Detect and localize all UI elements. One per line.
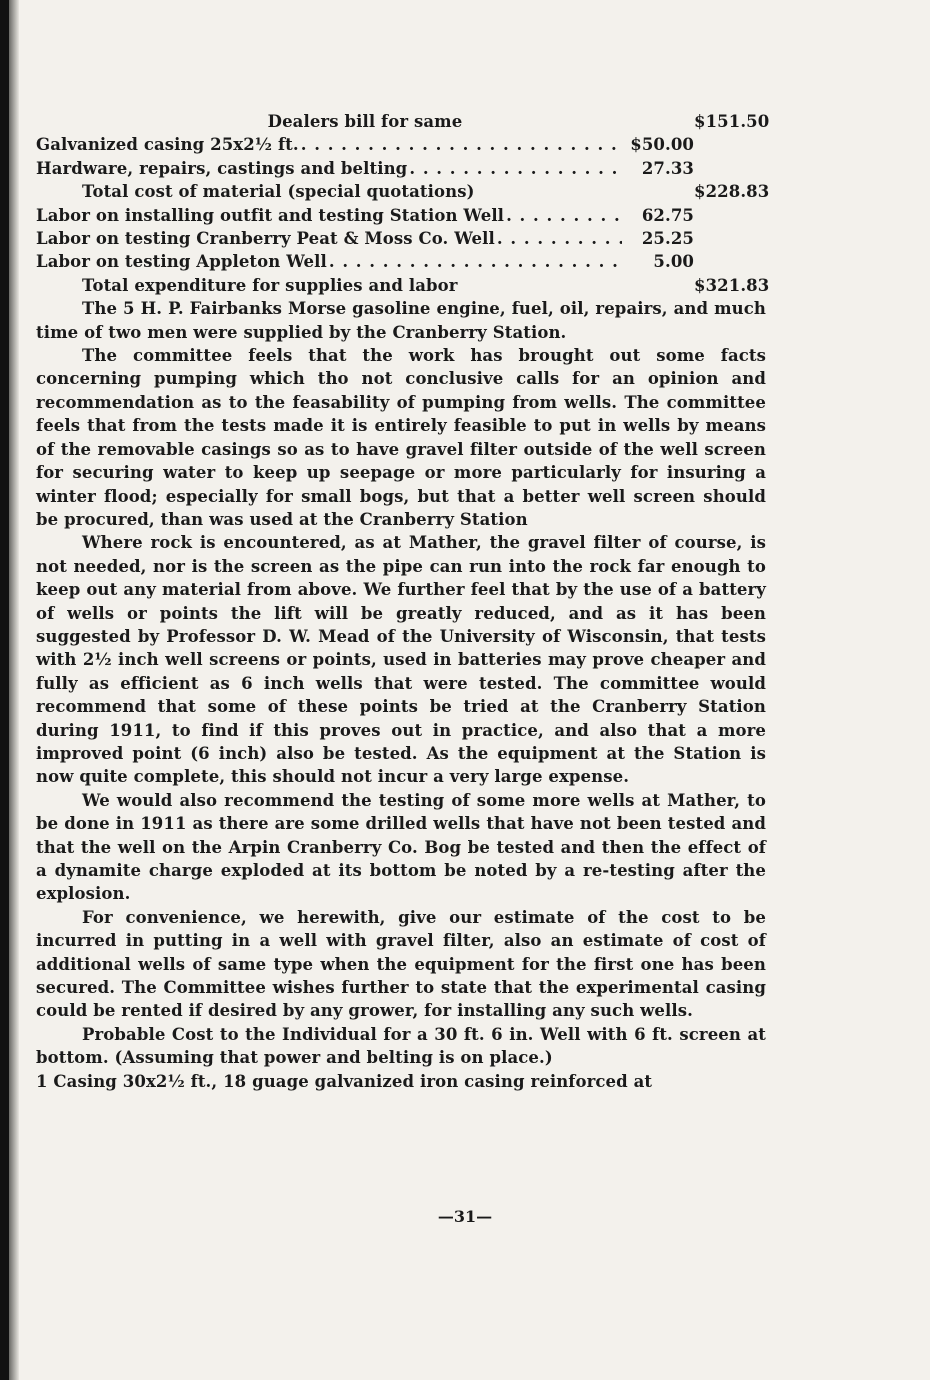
labor-appleton-label: Labor on testing Appleton Well bbox=[36, 252, 327, 272]
labor-appleton-row bbox=[36, 250, 766, 273]
labor-station-amount: 62.75 bbox=[641, 205, 694, 225]
leader-dots bbox=[299, 133, 622, 156]
leader-dots bbox=[495, 227, 622, 250]
leader-dots bbox=[327, 250, 622, 273]
paragraph-recommend-mather: We would also recommend the testing of some more wells at Mather, to be done in 1911 as there are some drilled wells that have not been tested and that the well on the Arpin Cranberry Co. Bog be tested and then the effect of a dynamite charge exploded at its bottom be noted by a re-testing after the explosion. bbox=[36, 790, 766, 904]
material-total-row bbox=[36, 180, 770, 203]
book-spine-shadow bbox=[0, 0, 9, 1380]
gutter-shade bbox=[9, 0, 19, 1380]
leader-dots bbox=[504, 204, 622, 227]
casing-amount: $50.00 bbox=[630, 135, 694, 155]
paragraph-convenience: For convenience, we herewith, give our estimate of the cost to be incurred in putting in a well with gravel filter, also an estimate of cost of additional wells of same type when the equipment for the first one has been secured. The Committee wishes further to state that the experimental casing could be rented if desired by any grower, for installing any such wells. bbox=[36, 907, 766, 1021]
expenditure-total-row bbox=[36, 274, 770, 297]
paragraph-probable-cost: Probable Cost to the Individual for a 30 ft. 6 in. Well with 6 ft. screen at bottom. (Assuming that power and belting is on place.) bbox=[36, 1024, 766, 1068]
paragraph-engine: The 5 H. P. Fairbanks Morse gasoline engine, fuel, oil, repairs, and much time of two men were supplied by the Cranberry Station. bbox=[36, 299, 766, 342]
hardware-amount: 27.33 bbox=[641, 158, 694, 178]
casing-row bbox=[36, 133, 766, 156]
expenditure-total-label: Total expenditure for supplies and labor bbox=[82, 275, 458, 295]
paragraph-committee-feels: The committee feels that the work has brought out some facts concerning pumping which tho not conclusive calls for an opinion and recommendation as to the feasability of pumping from wells. The committee feels that from the tests made it is entirely feasible to put in wells by means of the removable casings so as to have gravel filter outside of the well screen for securing water to keep up seepage or more particularly for insuring a winter flood; especially for small bogs, but that a better well screen should be procured, than was used at the Cranberry Station bbox=[36, 346, 766, 529]
dealers-bill-label: Dealers bill for same bbox=[267, 112, 463, 131]
labor-station-label: Labor on installing outfit and testing Station Well bbox=[36, 205, 505, 225]
labor-peat-row bbox=[36, 227, 766, 250]
labor-appleton-amount: 5.00 bbox=[653, 252, 694, 272]
casing-item-line: 1 Casing 30x2½ ft., 18 guage galvanized iron casing reinforced at bbox=[36, 1071, 653, 1091]
dealers-bill-row bbox=[36, 110, 770, 133]
hardware-label: Hardware, repairs, castings and belting bbox=[36, 158, 408, 178]
casing-label: Galvanized casing 25x2½ ft. bbox=[36, 135, 299, 155]
paragraph-rock: Where rock is encountered, as at Mather, the gravel filter of course, is not needed, nor is the screen as the pipe can run into the rock far enough to keep out any material from above. We further feel that by the use of a battery of wells or points the lift will be greatly reduced, and as it has been suggested by Professor D. W. Mead of the University of Wisconsin, that tests with 2½ inch well screens or points, used in batteries may prove cheaper and fully as efficient as 6 inch wells that were tested. The committee would recommend that some of these points be tried at the Cranberry Station during 1911, to find if this proves out in practice, and also that a more improved point (6 inch) also be tested. As the equipment at the Station is now quite complete, this should not incur a very large expense. bbox=[36, 533, 766, 787]
labor-peat-label: Labor on testing Cranberry Peat & Moss Co. Well bbox=[36, 229, 495, 249]
dealers-bill-total: $151.50 bbox=[694, 112, 770, 131]
expenditure-total-amount: $321.83 bbox=[694, 275, 770, 295]
leader-dots bbox=[407, 157, 622, 180]
page-number: —31— bbox=[437, 1207, 493, 1226]
labor-station-row bbox=[36, 204, 766, 227]
document-page bbox=[36, 110, 770, 1093]
hardware-row bbox=[36, 157, 766, 180]
material-total-label: Total cost of material (special quotations) bbox=[82, 182, 475, 202]
labor-peat-amount: 25.25 bbox=[641, 229, 694, 249]
material-total-amount: $228.83 bbox=[694, 182, 770, 202]
